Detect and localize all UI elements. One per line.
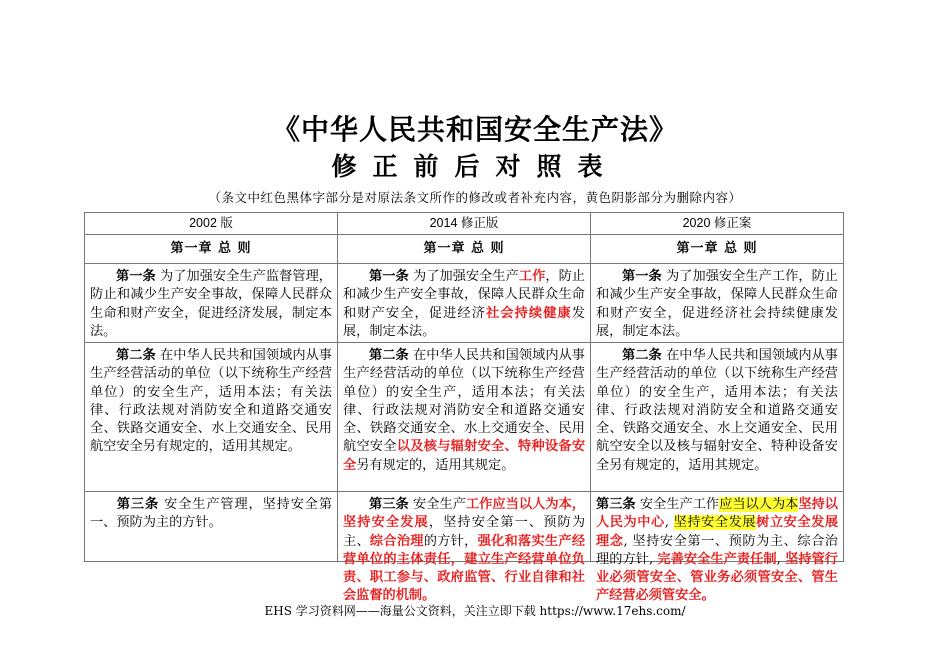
article-text: 为了加强安全生产监督管理，防止和减少生产安全事故，保障人民群众生命和财产安全，促进经济发展，制定本法。 [90, 269, 332, 339]
article-text: 为了加强安全生产工作，防止和减少生产安全事故，保障人民群众生命和财产安全，促进经济社会持续健康发展，制定本法。 [596, 269, 838, 339]
added-text: 强化和落实生产经营单位的主体责任，建立生产经营单位负责、职工参与、政府监管、行业自律和社会监督的机制。 [343, 533, 586, 604]
header-row [85, 213, 844, 235]
added-text: 社会持续健康 [486, 305, 572, 321]
article-text: 发展，制定本法。 [343, 305, 586, 339]
article-number: 第二条 [116, 348, 156, 363]
added-text: 工作 [518, 269, 546, 284]
document-subtitle: 修正前后对照表 [331, 152, 619, 181]
chapter-heading: 第一章 总 则 [591, 235, 844, 264]
article-cell-2002 [85, 343, 338, 492]
added-text: 工作应当以人为本，坚持安全发展 [343, 497, 585, 531]
article-cell-2020 [591, 264, 844, 343]
chapter-row [85, 235, 844, 264]
added-text: 综合治理 [369, 533, 424, 549]
column-header-2002: 2002 版 [85, 213, 338, 235]
article-cell-2002 [85, 492, 338, 562]
article-cell-2020 [591, 343, 844, 492]
article-number: 第二条 [622, 348, 662, 363]
article-text: 的方针， [423, 533, 478, 549]
added-text: 树立安全发展理念 [596, 515, 839, 549]
chapter-heading: 第一章 总 则 [338, 235, 591, 264]
article-cell-2014 [338, 343, 591, 492]
article-text: 安全生产管理，坚持安全第一、预防为主的方针。 [90, 497, 333, 531]
article-text: 安全生产工作 [639, 497, 720, 512]
article-text: , [776, 551, 786, 567]
article-text: 在中华人民共和国领域内从事生产经营活动的单位（以下统称生产经营单位）的安全生产，适用本法；有关法律、行政法规对消防安全和道路交通安全、铁路交通安全、水上交通安全、民用航空安全 [343, 348, 585, 455]
article-text: 为了加强安全生产 [413, 269, 519, 284]
article-number: 第三条 [596, 497, 636, 512]
article-number: 第一条 [116, 269, 156, 284]
added-text: 坚持管行业必须管安全、管业务必须管安全、管生产经营必须管安全。 [596, 551, 838, 604]
document-title: 《中华人民共和国安全生产法》 [271, 113, 678, 146]
article-number: 第二条 [369, 348, 409, 363]
article-text: 在中华人民共和国领域内从事生产经营活动的单位（以下统称生产经营单位）的安全生产，适用本法；有关法律、行政法规对消防安全和道路交通安全、铁路交通安全、水上交通安全、民用航空安全以及核与辐射安全、特种设备安全另有规定的，适用其规定。 [596, 348, 838, 473]
column-header-2020: 2020 修正案 [591, 213, 844, 235]
comparison-table [84, 212, 844, 604]
added-text: 以及核与辐射安全、特种设备安全 [343, 439, 586, 473]
page-footer: EHS 学习资料网——海量公文资料，关注立即下载 https://www.17ehs.com/ [264, 604, 686, 618]
deleted-text-highlight: 应当以人为本 [719, 497, 799, 512]
article-cell-2020 [591, 492, 844, 604]
table-row [85, 343, 844, 492]
article-cell-2014 [338, 492, 591, 604]
legend-note: （条文中红色黑体字部分是对原法条文所作的修改或者补充内容，黄色阴影部分为删除内容） [208, 190, 742, 205]
article-cell-2002 [85, 264, 338, 343]
article-text: ，坚持安全第一、预防为主、 [343, 515, 586, 549]
added-text: 坚持以人民为中心 [596, 497, 838, 531]
article-text: 另有规定的，适用其规定。 [356, 457, 515, 473]
column-header-2014: 2014 修正版 [338, 213, 591, 235]
table-row [85, 492, 844, 562]
article-number: 第一条 [622, 269, 662, 284]
deleted-text-highlight: 坚持安全发展 [673, 515, 757, 531]
article-cell-2014 [338, 264, 591, 343]
article-text: , 坚持安全第一、预防为主、综合治理的方针, [596, 533, 838, 567]
article-text: , [664, 515, 674, 531]
article-number: 第三条 [116, 497, 160, 512]
added-text: 完善安全生产责任制 [657, 551, 777, 567]
chapter-heading: 第一章 总 则 [85, 235, 338, 264]
article-number: 第三条 [369, 497, 409, 512]
article-text: ，防止和减少生产安全事故，保障人民群众生命和财产安全，促进经济 [343, 269, 585, 321]
article-number: 第一条 [369, 269, 409, 284]
table-row [85, 264, 844, 343]
article-text: 在中华人民共和国领域内从事生产经营活动的单位（以下统称生产经营单位）的安全生产，适用本法；有关法律、行政法规对消防安全和道路交通安全、铁路交通安全、水上交通安全、民用航空安全另有规定的，适用其规定。 [90, 348, 332, 455]
article-text: 安全生产 [413, 497, 466, 512]
